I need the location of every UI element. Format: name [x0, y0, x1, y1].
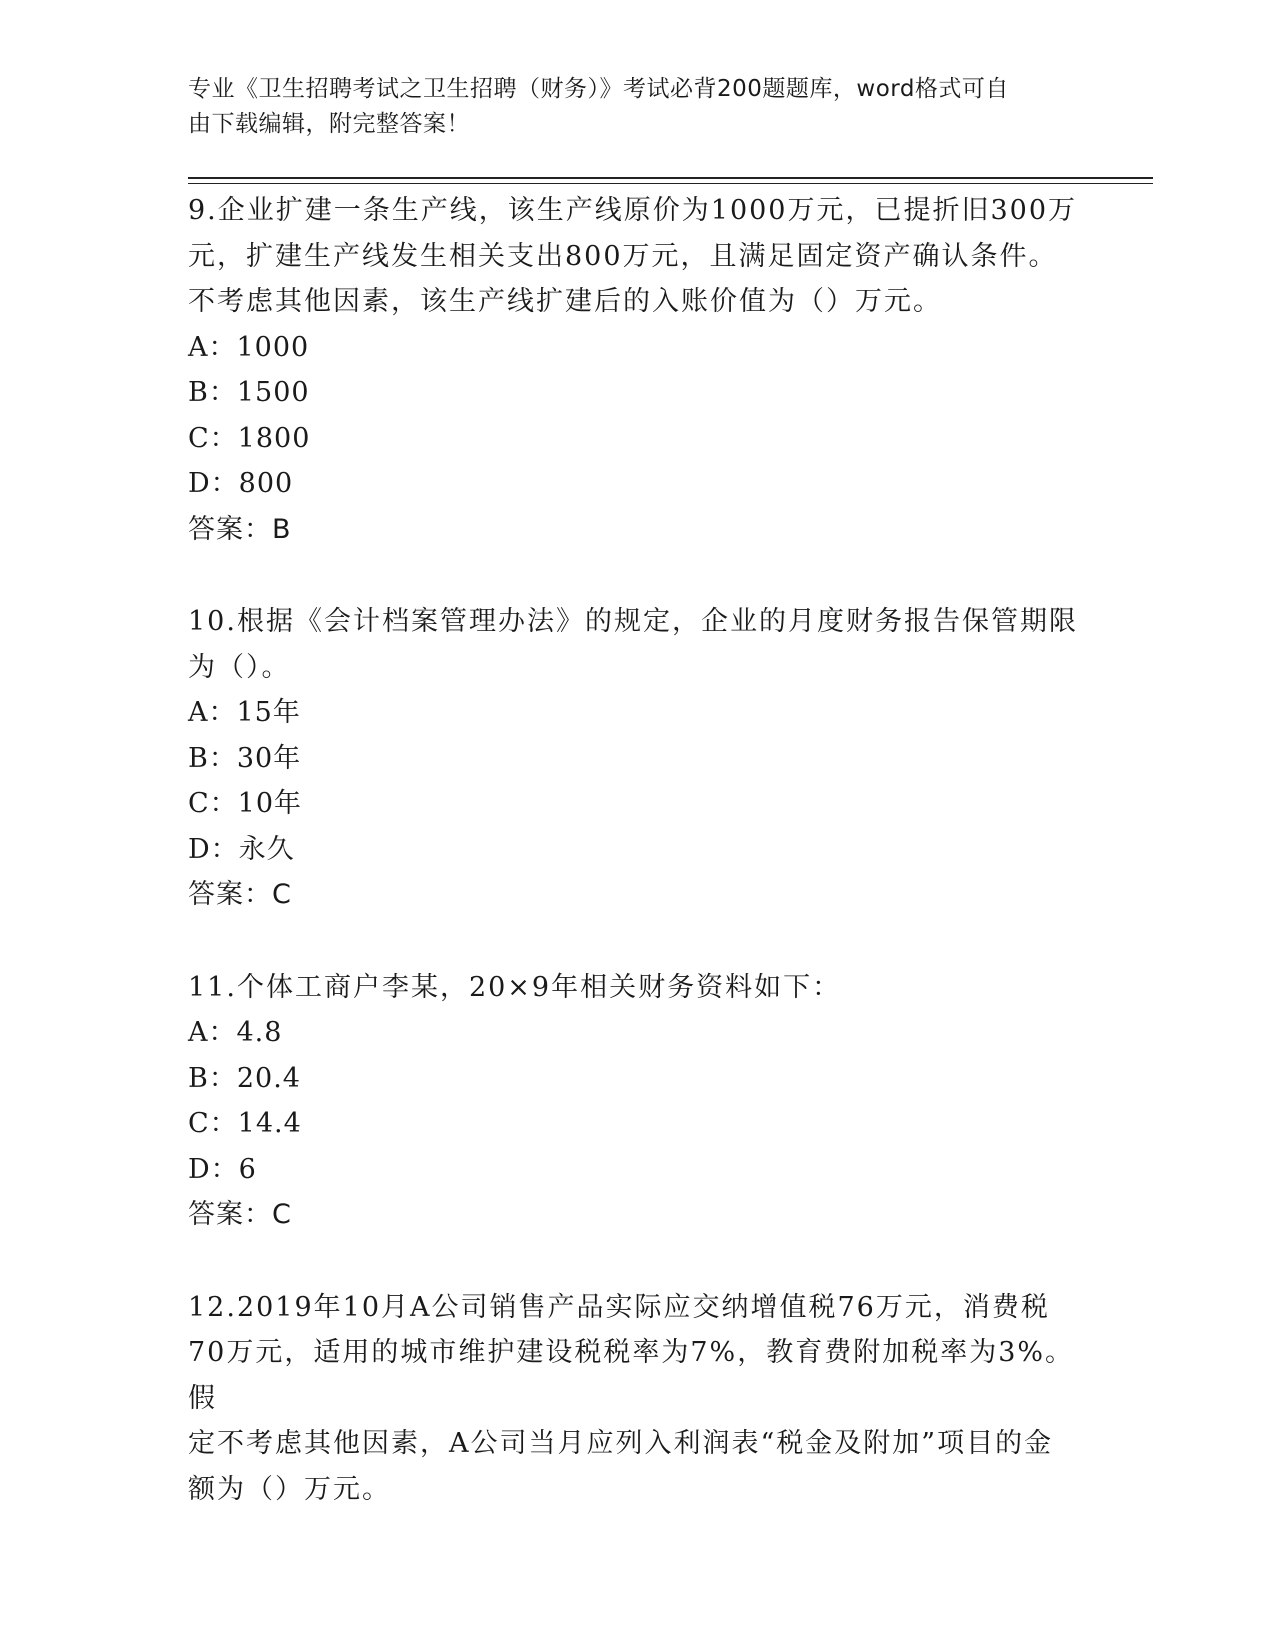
question-text [188, 599, 1088, 690]
option-b: B：1500 [188, 377, 310, 408]
header-divider-thin [188, 183, 1153, 184]
option-c: C：10年 [188, 788, 303, 819]
question-11 [188, 965, 1088, 1238]
question-line: 元，扩建生产线发生相关支出800万元，且满足固定资产确认条件。 [188, 240, 1058, 272]
question-line: 为（）。 [188, 651, 291, 683]
question-10 [188, 599, 1088, 918]
question-line: 70万元，适用的城市维护建设税税率为7%，教育费附加税率为3%。假 [188, 1337, 1075, 1414]
question-line: 定不考虑其他因素，A公司当月应列入利润表“税金及附加”项目的金 [188, 1428, 1054, 1459]
question-line: 9.企业扩建一条生产线，该生产线原价为1000万元，已提折旧300万 [188, 195, 1078, 226]
question-text [188, 188, 1088, 325]
option-d: D：永久 [188, 833, 295, 865]
answer-line: 答案：B [188, 513, 292, 545]
header-line-1: 专业《卫生招聘考试之卫生招聘（财务）》考试必背200题题库，word格式可自 [188, 76, 1009, 102]
question-line: 11.个体工商户李某，20×9年相关财务资料如下： [188, 971, 842, 1003]
header-line-2: 由下载编辑，附完整答案！ [188, 111, 470, 137]
question-9 [188, 188, 1088, 552]
option-d: D：6 [188, 1153, 257, 1185]
question-text [188, 965, 1088, 1011]
header-divider-thick [188, 177, 1153, 179]
question-line: 12.2019年10月A公司销售产品实际应交纳增值税76万元，消费税 [188, 1291, 1050, 1323]
option-b: B：30年 [188, 742, 302, 774]
option-c: C：1800 [188, 422, 311, 454]
option-a: A：1000 [188, 331, 310, 363]
question-line: 额为（）万元。 [188, 1473, 391, 1505]
document-header [188, 72, 1068, 142]
answer-line: 答案：C [188, 879, 292, 910]
option-a: A：4.8 [188, 1017, 283, 1048]
option-b: B：20.4 [188, 1062, 301, 1094]
option-d: D：800 [188, 468, 294, 499]
option-c: C：14.4 [188, 1108, 302, 1139]
question-12 [188, 1285, 1088, 1513]
question-line: 不考虑其他因素，该生产线扩建后的入账价值为（）万元。 [188, 286, 942, 317]
question-list [188, 188, 1088, 1559]
question-line: 10.根据《会计档案管理办法》的规定，企业的月度财务报告保管期限 [188, 606, 1078, 637]
question-text [188, 1285, 1088, 1513]
option-a: A：15年 [188, 697, 301, 728]
answer-line: 答案：C [188, 1199, 292, 1230]
